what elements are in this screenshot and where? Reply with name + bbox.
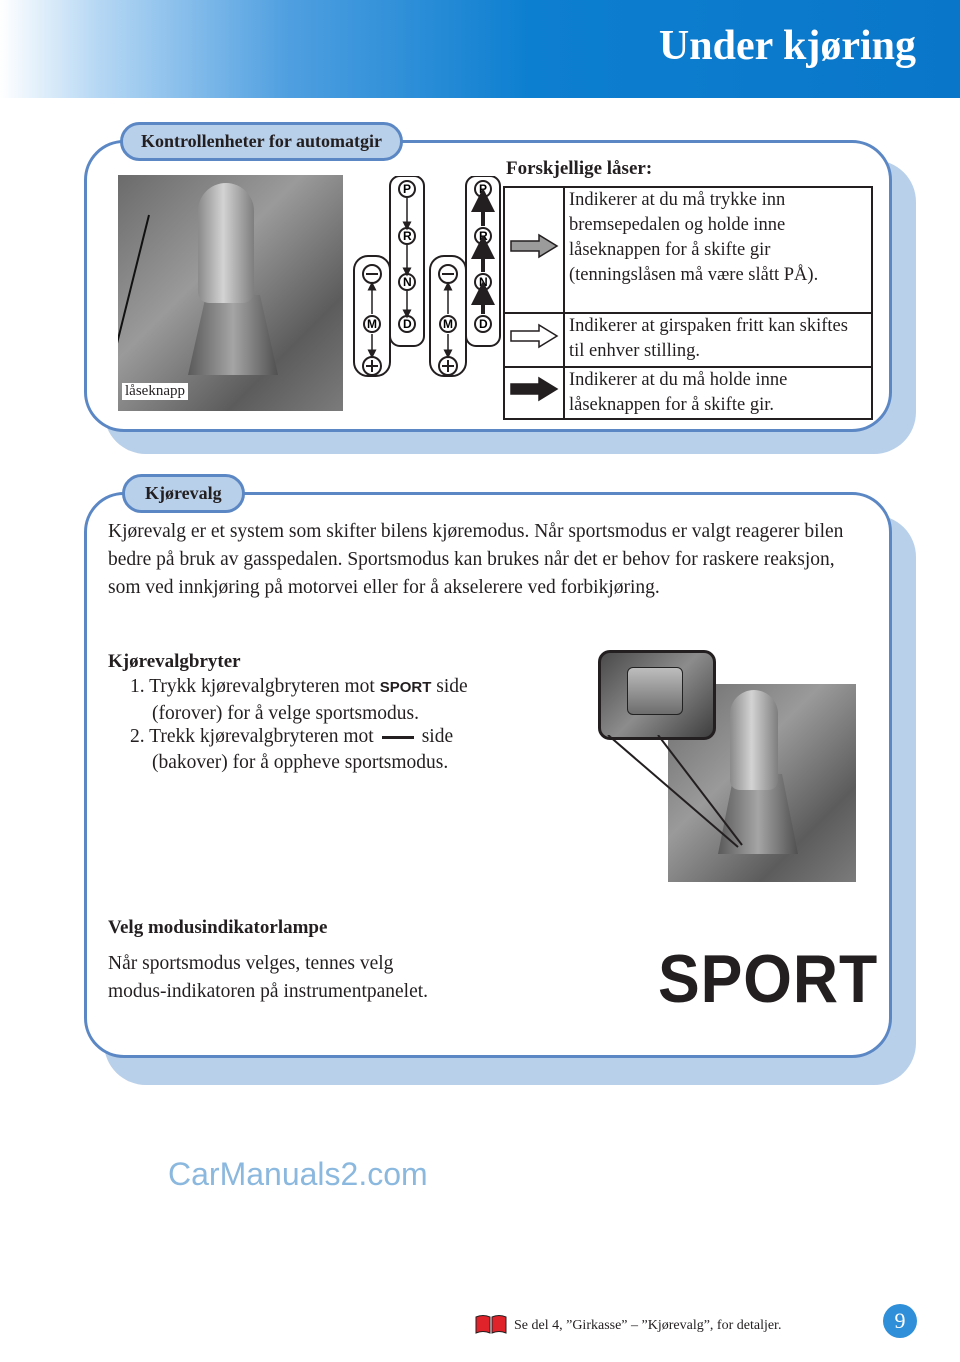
switch-step-1 — [130, 674, 570, 727]
svg-text:N: N — [403, 275, 412, 289]
diagram-left — [354, 176, 424, 376]
switch-step-2 — [130, 724, 570, 776]
indicator-text-2: modus-indikatoren på instrumentpanelet. — [108, 981, 429, 1002]
switch-button — [627, 667, 683, 715]
sport-indicator-lamp: SPORT — [658, 941, 879, 1017]
watermark: CarManuals2.com — [168, 1156, 428, 1192]
diagram-right — [430, 176, 500, 376]
svg-text:D: D — [479, 317, 488, 331]
dash-icon — [382, 736, 414, 739]
lock-row — [504, 367, 872, 419]
lock-row — [504, 313, 872, 367]
locks-title: Forskjellige låser: — [506, 158, 653, 179]
lock-row — [504, 187, 872, 313]
step1-text-c: (forover) for å velge sportsmodus. — [152, 703, 419, 724]
svg-text:P: P — [403, 182, 412, 196]
svg-text:M: M — [367, 317, 377, 331]
section1-tab: Kontrollenheter for automatgir — [120, 122, 403, 161]
page-title: Under kjøring — [658, 23, 916, 69]
lock-text: Indikerer at du må trykke inn bremsepedalen og holde inne låseknappen for å skifte gir (tenningslåsen må være slått PÅ). — [564, 187, 872, 313]
step1-text-a: 1. Trykk kjørevalgbryteren mot — [130, 676, 375, 697]
section2-tab: Kjørevalg — [122, 474, 245, 513]
switch-closeup — [598, 650, 716, 740]
sport-inline-icon: SPORT — [379, 679, 432, 696]
book-icon — [474, 1313, 508, 1335]
gray-arrow-icon — [504, 187, 564, 313]
step2-text-c: (bakover) for å oppheve sportsmodus. — [152, 752, 449, 773]
page-number: 9 — [883, 1304, 917, 1338]
svg-text:P: P — [479, 182, 488, 196]
gear-shifter-photo — [118, 175, 343, 411]
svg-text:R: R — [403, 229, 412, 243]
switch-heading: Kjørevalgbryter — [108, 651, 241, 672]
lock-text: Indikerer at girspaken fritt kan skiftes til enhver stilling. — [564, 313, 872, 367]
step2-text-a: 2. Trekk kjørevalgbryteren mot — [130, 726, 374, 747]
indicator-heading: Velg modusindikatorlampe — [108, 917, 328, 938]
locks-table — [503, 186, 873, 420]
callout-lines — [600, 735, 750, 855]
svg-text:N: N — [479, 275, 488, 289]
svg-text:R: R — [479, 229, 488, 243]
shifter-knob — [198, 183, 254, 303]
black-arrow-icon — [504, 367, 564, 419]
lock-text: Indikerer at du må holde inne låseknappen for å skifte gir. — [564, 367, 872, 419]
lock-button-label: låseknapp — [122, 383, 188, 400]
white-arrow-icon — [504, 313, 564, 367]
footer-note: Se del 4, ”Girkasse” – ”Kjørevalg”, for detaljer. — [514, 1318, 782, 1333]
gear-shift-diagrams — [352, 176, 502, 386]
shifter-boot — [188, 295, 278, 375]
intro-paragraph: Kjørevalg er et system som skifter bilens kjøremodus. Når sportsmodus er valgt reagerer bilen bedre på bruk av gasspedalen. Sportsmodus kan brukes når det er behov for raskere reaksjon, som ved innkjøring på motorvei eller for å akselerere ved forbikjøring. — [108, 521, 844, 598]
svg-text:M: M — [443, 317, 453, 331]
step2-text-b: side — [421, 726, 454, 747]
header-bar — [0, 0, 960, 98]
indicator-text-1: Når sportsmodus velges, tennes velg — [108, 953, 394, 974]
lock-button-pointer — [118, 215, 150, 400]
svg-text:D: D — [403, 317, 412, 331]
step1-text-b: side — [436, 676, 468, 697]
